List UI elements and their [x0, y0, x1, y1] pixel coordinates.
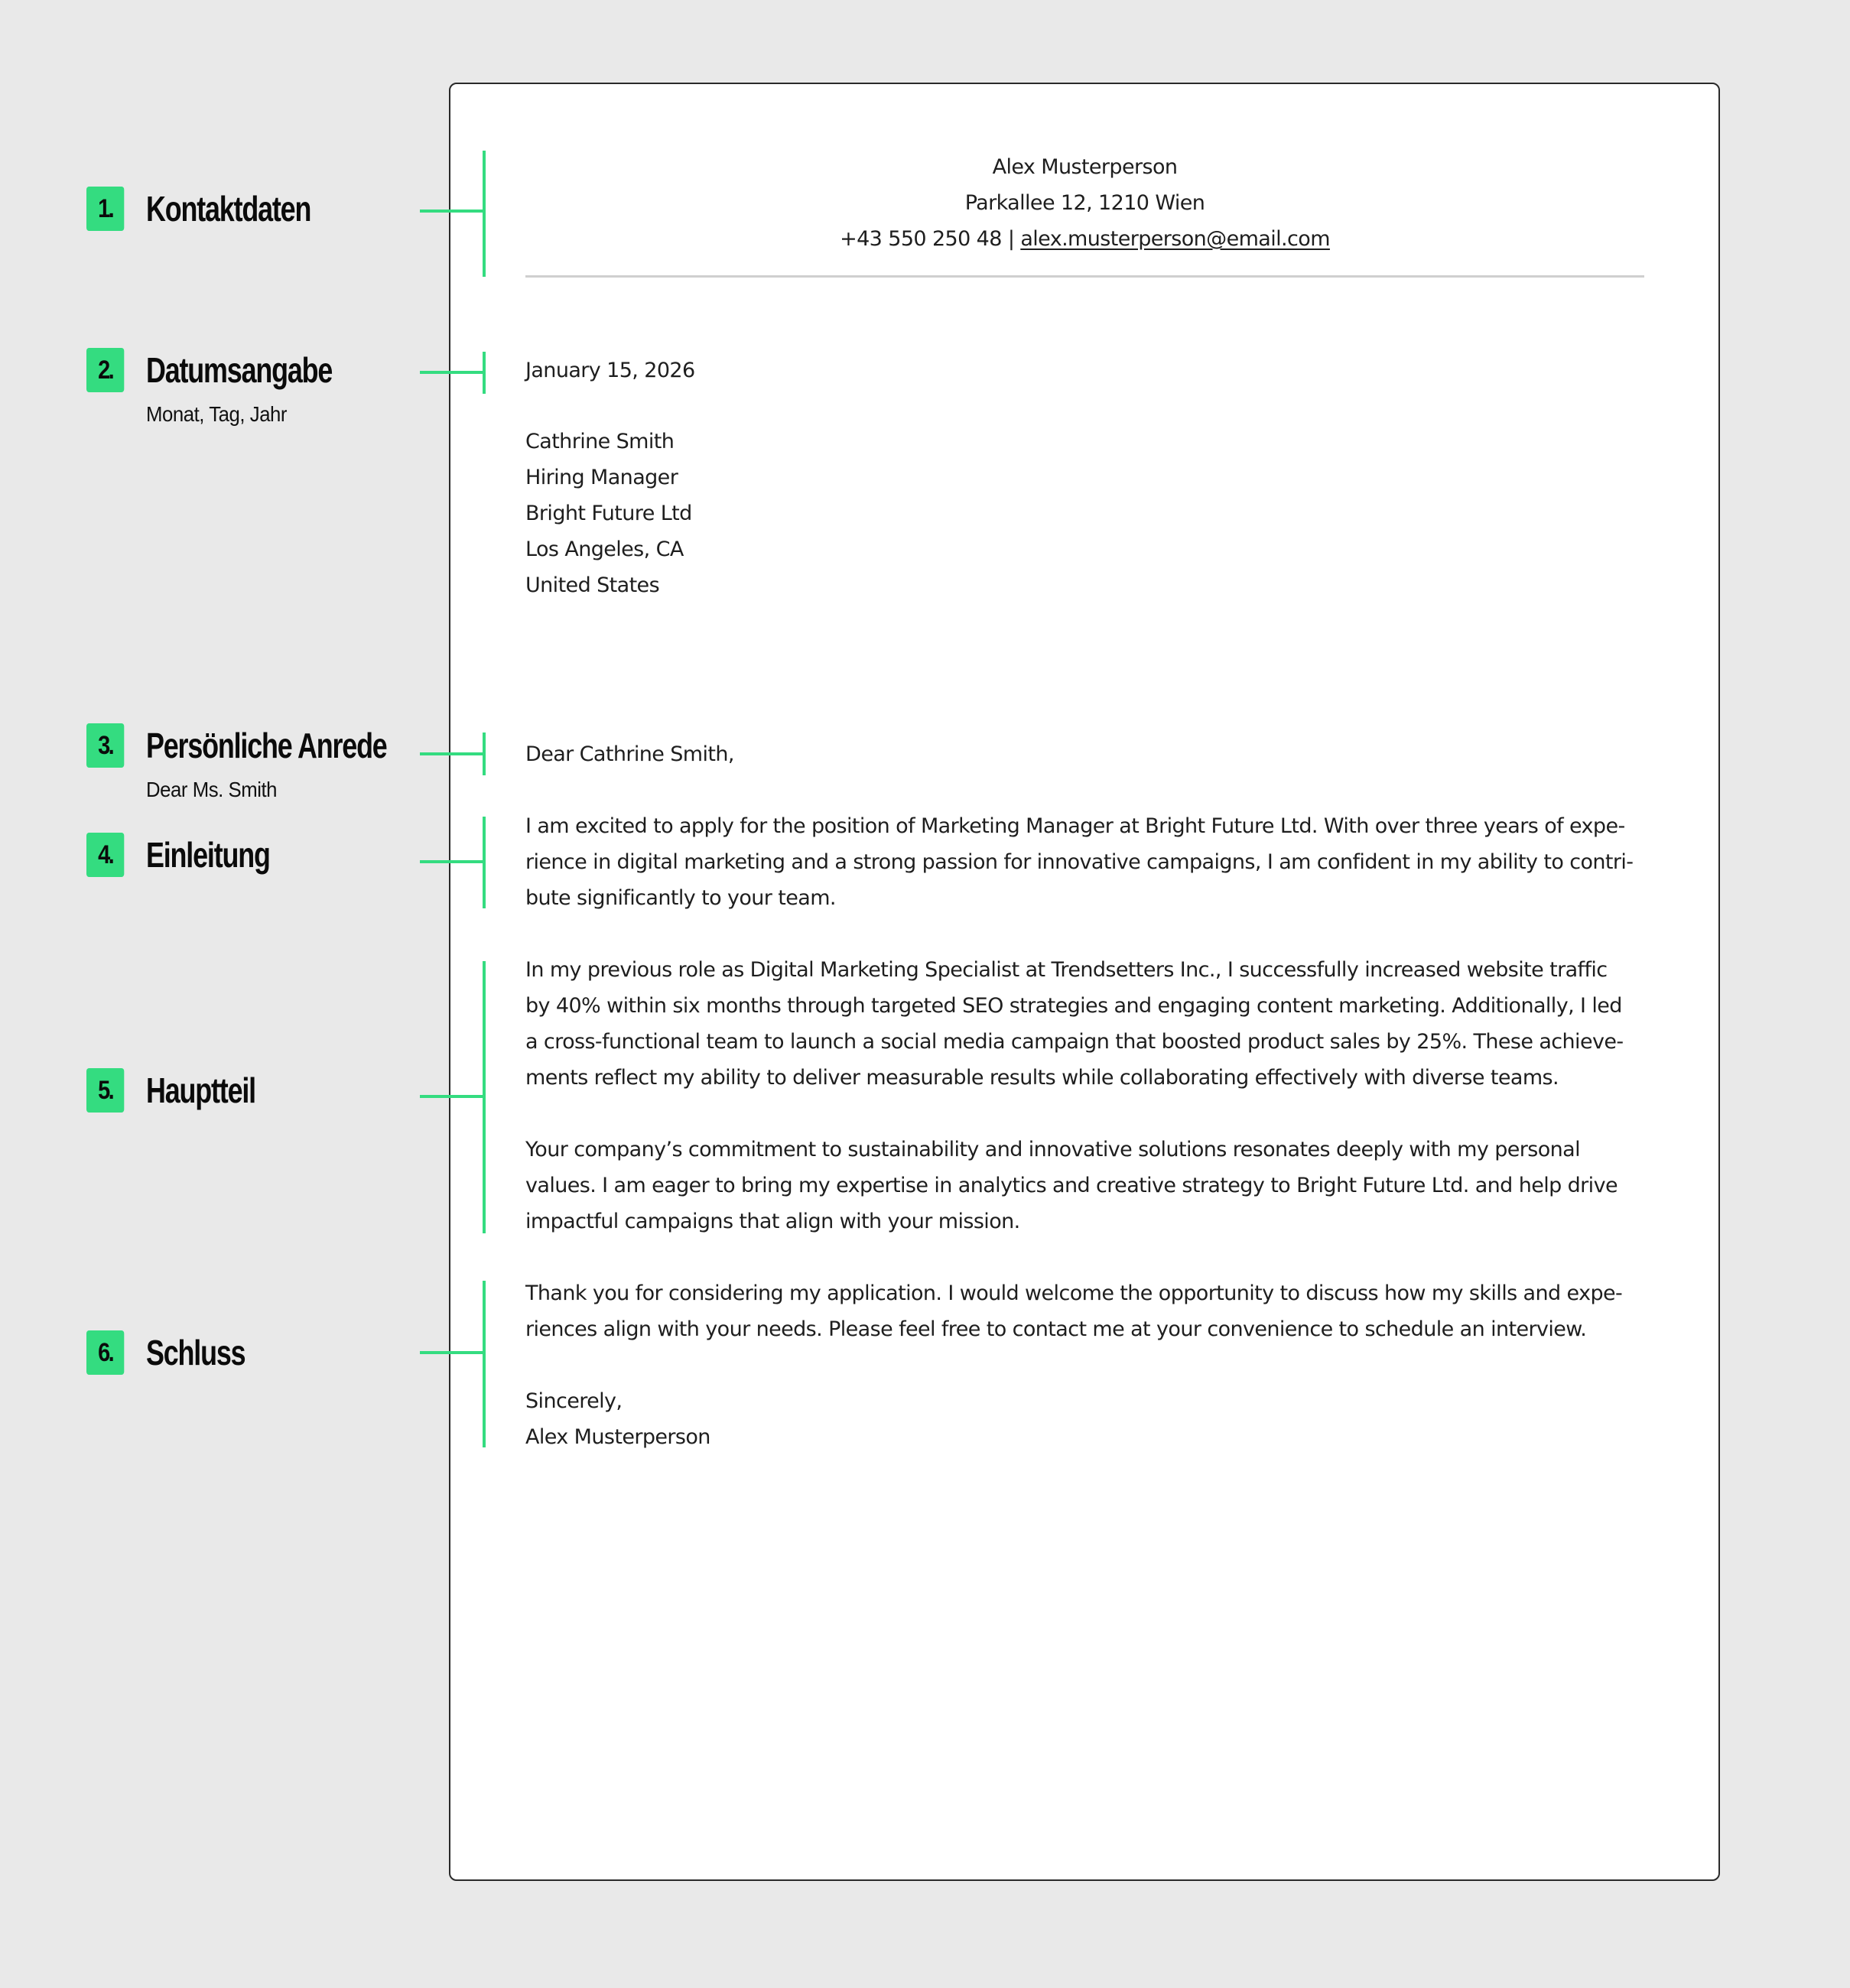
- paragraph-line: values. I am eager to bring my expertise in analytics and creative strategy to Bright Future Ltd. and help drive: [525, 1174, 1618, 1197]
- paragraph-line: ments reflect my ability to deliver measurable results while collaborating effectively with diverse teams.: [525, 1066, 1559, 1090]
- sender-phone: +43 550 250 48: [840, 227, 1002, 251]
- badge-number: 2.: [98, 355, 113, 385]
- paragraph-line: a cross-functional team to launch a social media campaign that boosted product sales by 25%. These achieve-: [525, 1030, 1624, 1054]
- bracket-kontaktdaten: [483, 151, 486, 277]
- recipient-line: Hiring Manager: [525, 466, 678, 489]
- badge-number: 3.: [98, 730, 113, 760]
- number-badge: [86, 723, 124, 768]
- sender-name: Alex Musterperson: [992, 155, 1178, 179]
- intro-paragraph: [525, 808, 1633, 916]
- bracket-connector-hauptteil: [420, 1095, 486, 1098]
- number-badge: [86, 1068, 124, 1113]
- bracket-connector-schluss: [420, 1351, 486, 1354]
- sign-off: [525, 1383, 710, 1455]
- badge-number: 1.: [98, 193, 113, 223]
- paragraph-line: impactful campaigns that align with your mission.: [525, 1210, 1020, 1233]
- recipient-line: Bright Future Ltd: [525, 502, 692, 525]
- number-badge: [86, 1330, 124, 1375]
- bracket-connector-datumsangabe: [420, 371, 486, 374]
- annotation-title: Kontaktdaten: [146, 189, 311, 229]
- sender-contact-line: [525, 221, 1644, 257]
- badge-number: 4.: [98, 840, 113, 869]
- number-badge: [86, 833, 124, 877]
- number-badge: [86, 348, 124, 392]
- recipient-address: [525, 424, 692, 603]
- annotation-title: Schluss: [146, 1333, 245, 1372]
- letter-date: [525, 352, 695, 388]
- date-text: January 15, 2026: [525, 359, 695, 382]
- closing-paragraph: [525, 1275, 1622, 1347]
- paragraph-line: by 40% within six months through targeted SEO strategies and engaging content marketing. Additionally, I led: [525, 994, 1622, 1018]
- annotation-title: Hauptteil: [146, 1070, 255, 1110]
- signature-name: Alex Musterperson: [525, 1425, 710, 1449]
- paragraph-line: Thank you for considering my application. I would welcome the opportunity to discuss how my skills and expe-: [525, 1281, 1623, 1305]
- contact-separator: |: [1001, 227, 1021, 251]
- paragraph-line: rience in digital marketing and a strong passion for innovative campaigns, I am confident in my ability to contri-: [525, 850, 1634, 874]
- annotation-title: Datumsangabe: [146, 350, 333, 390]
- contact-header: [525, 149, 1644, 257]
- paragraph-line: In my previous role as Digital Marketing Specialist at Trendsetters Inc., I successfully increased website traffic: [525, 958, 1608, 982]
- sign-off-text: Sincerely,: [525, 1389, 623, 1413]
- annotation-subtitle: Dear Ms. Smith: [146, 778, 278, 801]
- header-divider: [525, 275, 1644, 278]
- body-paragraph-2: [525, 1132, 1618, 1239]
- paragraph-line: riences align with your needs. Please feel free to contact me at your convenience to schedule an interview.: [525, 1317, 1587, 1341]
- recipient-line: United States: [525, 573, 660, 597]
- bracket-connector-einleitung: [420, 860, 486, 863]
- body-paragraph-1: [525, 952, 1624, 1096]
- salutation: [525, 736, 734, 772]
- paragraph-line: I am excited to apply for the position of Marketing Manager at Bright Future Ltd. With over three years of expe-: [525, 814, 1625, 838]
- paragraph-line: Your company’s commitment to sustainability and innovative solutions resonates deeply with my personal: [525, 1138, 1581, 1161]
- recipient-line: Los Angeles, CA: [525, 538, 684, 561]
- annotation-title: Einleitung: [146, 835, 270, 875]
- bracket-connector-kontaktdaten: [420, 210, 486, 213]
- number-badge: [86, 187, 124, 231]
- annotation-subtitle: Monat, Tag, Jahr: [146, 402, 288, 426]
- bracket-schluss: [483, 1281, 486, 1447]
- recipient-line: Cathrine Smith: [525, 430, 675, 453]
- salutation-text: Dear Cathrine Smith,: [525, 742, 734, 766]
- bracket-connector-anrede: [420, 752, 486, 755]
- sender-email-link[interactable]: alex.musterperson@email.com: [1020, 227, 1330, 251]
- paragraph-line: bute significantly to your team.: [525, 886, 836, 910]
- badge-number: 6.: [98, 1337, 113, 1367]
- badge-number: 5.: [98, 1075, 113, 1105]
- sender-address: Parkallee 12, 1210 Wien: [964, 191, 1205, 215]
- annotation-title: Persönliche Anrede: [146, 726, 387, 765]
